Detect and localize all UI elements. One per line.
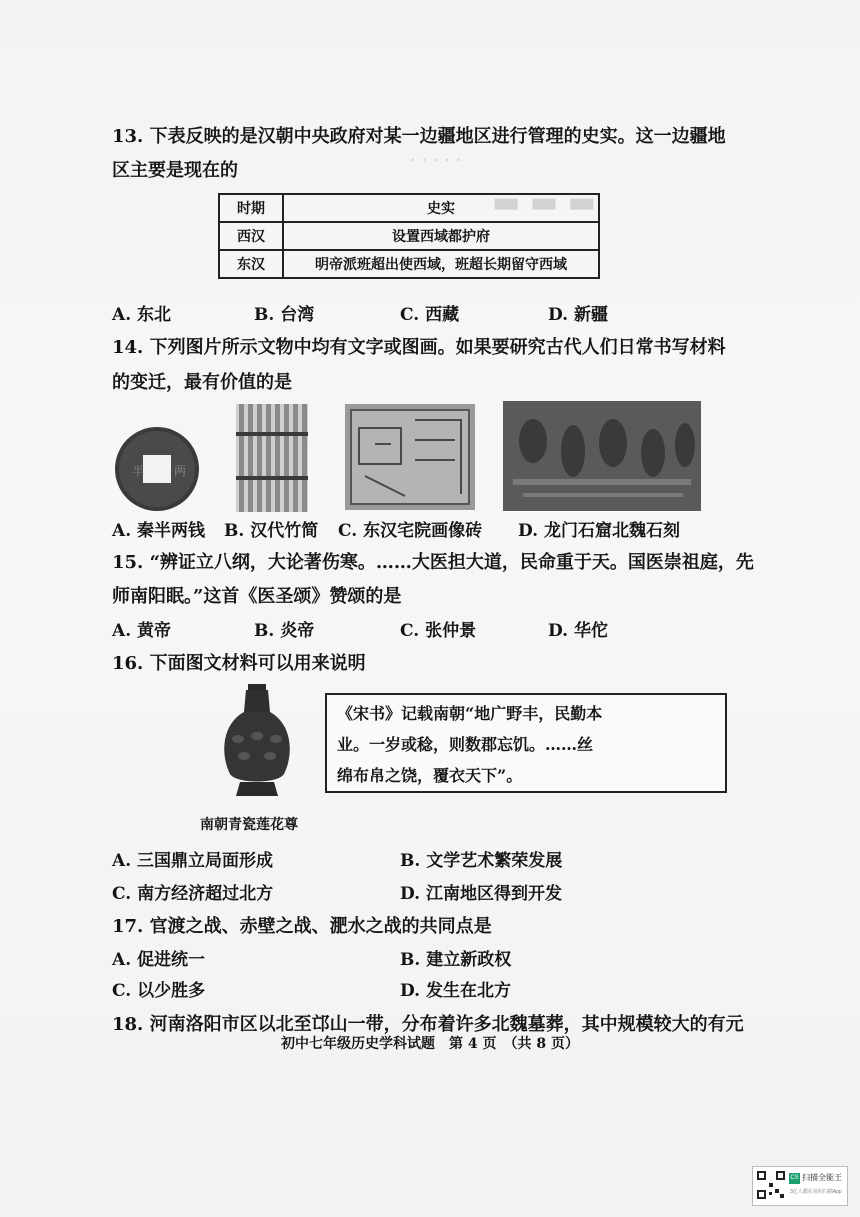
q17-option-b: B. 建立新政权	[400, 950, 512, 970]
table-cell-period: 东汉	[219, 250, 283, 278]
q14-stem-line1: 14. 下列图片所示文物中均有文字或图画。如果要研究古代人们日常书写材料	[112, 337, 726, 358]
bleed-through-text: · · · · ·	[410, 150, 462, 171]
q15-stem-line1: 15. “辨证立八纲，大论著伤寒。……大医担大道，民命重于天。国医崇祖庭，先	[112, 552, 754, 573]
qin-banliang-coin-image	[112, 425, 202, 513]
q14-option-d: D. 龙门石窟北魏石刻	[518, 521, 680, 541]
camscanner-logo-icon: CS	[789, 1173, 800, 1184]
page-footer: 初中七年级历史学科试题 第 4 页 （共 8 页）	[281, 1036, 579, 1052]
table-header-row	[219, 194, 599, 222]
longmen-grottoes-carving-image	[503, 401, 701, 511]
table-header-facts: 史实	[283, 194, 599, 222]
q13-option-d: D. 新疆	[548, 305, 608, 325]
q13-option-c: C. 西藏	[400, 305, 460, 325]
q13-stem-line1: 13. 下表反映的是汉朝中央政府对某一边疆地区进行管理的史实。这一边疆地	[112, 126, 726, 147]
q16-option-a: A. 三国鼎立局面形成	[112, 851, 274, 871]
q17-stem: 17. 官渡之战、赤壁之战、淝水之战的共同点是	[112, 916, 492, 937]
song-shu-quote-box	[325, 693, 727, 793]
q14-option-c: C. 东汉宅院画像砖	[338, 521, 483, 541]
scanner-badge-subtitle: 3亿人都在用的扫描App	[790, 1189, 842, 1195]
svg-text:两: 两	[174, 464, 187, 478]
q15-option-c: C. 张仲景	[400, 621, 477, 641]
q13-option-a: A. 东北	[112, 305, 172, 325]
han-bamboo-slips-image	[236, 404, 308, 512]
celadon-lotus-vase-image	[218, 684, 296, 802]
vase-caption: 南朝青瓷莲花尊	[200, 817, 298, 833]
table-cell-fact: 明帝派班超出使西域，班超长期留守西域	[283, 250, 599, 278]
q18-stem: 18. 河南洛阳市区以北至邙山一带，分布着许多北魏墓葬，其中规模较大的有元	[112, 1014, 744, 1035]
q14-option-b: B. 汉代竹简	[224, 521, 319, 541]
table-row	[219, 222, 599, 250]
q16-option-d: D. 江南地区得到开发	[400, 884, 562, 904]
q15-option-a: A. 黄帝	[112, 621, 172, 641]
scanner-badge	[752, 1166, 848, 1206]
table-row	[219, 250, 599, 278]
q13-history-table	[218, 193, 600, 279]
q17-option-d: D. 发生在北方	[400, 981, 511, 1001]
q17-option-c: C. 以少胜多	[112, 981, 206, 1001]
q15-stem-line2: 师南阳眠。”这首《医圣颂》赞颂的是	[112, 586, 402, 607]
quote-line-1: 《宋书》记载南朝“地广野丰，民勤本	[337, 704, 603, 723]
q16-option-c: C. 南方经济超过北方	[112, 884, 274, 904]
q14-stem-line2: 的变迁，最有价值的是	[112, 372, 292, 393]
q16-stem: 16. 下面图文材料可以用来说明	[112, 653, 366, 674]
qr-code-icon	[756, 1170, 786, 1200]
q13-option-b: B. 台湾	[254, 305, 315, 325]
table-cell-period: 西汉	[219, 222, 283, 250]
table-cell-fact: 设置西域都护府	[283, 222, 599, 250]
scanner-badge-label: 扫描全能王	[802, 1173, 842, 1182]
q16-option-b: B. 文学艺术繁荣发展	[400, 851, 563, 871]
quote-line-2: 业。一岁或稔，则数郡忘饥。……丝	[337, 735, 594, 754]
svg-text:半: 半	[132, 464, 145, 478]
q15-option-b: B. 炎帝	[254, 621, 315, 641]
eastern-han-brick-relief-image	[345, 404, 475, 510]
table-header-period: 时期	[219, 194, 283, 222]
q13-stem-line2: 区主要是现在的	[112, 160, 238, 181]
quote-line-3: 绵布帛之饶，覆衣天下”。	[337, 766, 523, 785]
bleed-through-heading: ▬ ▬ ▬	[492, 185, 597, 220]
q15-option-d: D. 华佗	[548, 621, 608, 641]
q17-option-a: A. 促进统一	[112, 950, 206, 970]
q14-option-a: A. 秦半两钱	[112, 521, 206, 541]
